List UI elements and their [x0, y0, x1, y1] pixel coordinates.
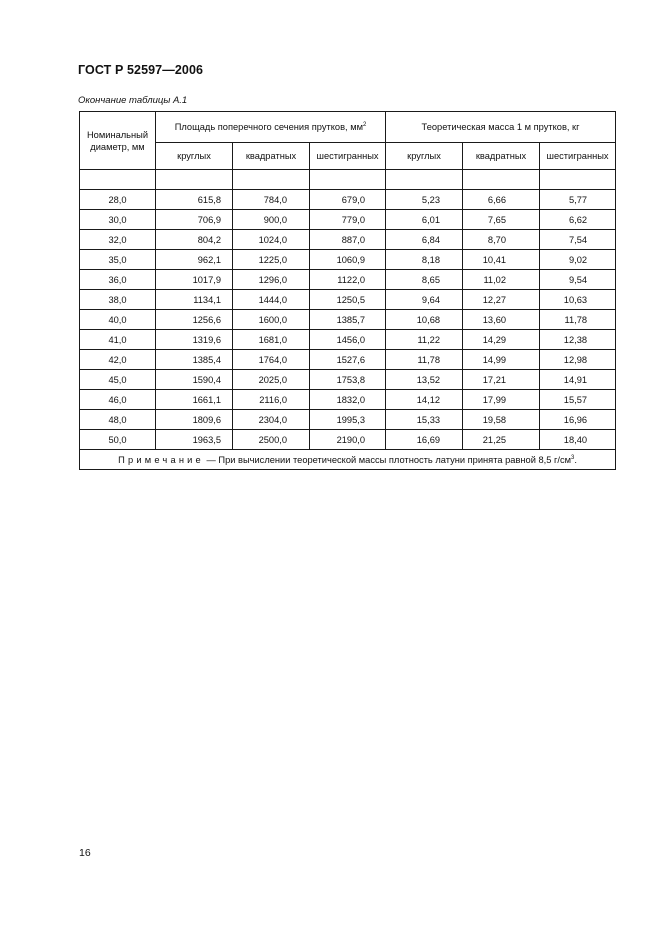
table-cell: 1385,7 [310, 310, 386, 330]
table-cell: 1017,9 [156, 270, 233, 290]
table-cell: 1444,0 [233, 290, 310, 310]
table-cell: 784,0 [233, 190, 310, 210]
table-row [80, 270, 616, 290]
table-cell: 28,0 [80, 190, 156, 210]
note-row [80, 450, 616, 470]
table-cell: 13,60 [463, 310, 540, 330]
table-cell: 17,21 [463, 370, 540, 390]
table-caption: Окончание таблицы А.1 [78, 95, 188, 106]
table-cell: 1809,6 [156, 410, 233, 430]
sub-header-1: квадратных [233, 143, 310, 170]
table-cell: 5,23 [386, 190, 463, 210]
table-cell: 48,0 [80, 410, 156, 430]
table-cell: 6,84 [386, 230, 463, 250]
table-cell: 35,0 [80, 250, 156, 270]
header-area-group [156, 112, 386, 143]
sub-header-2: шестигранных [310, 143, 386, 170]
sub-header-row [80, 143, 616, 170]
table-cell: 1122,0 [310, 270, 386, 290]
table-cell: 11,78 [540, 310, 616, 330]
table-cell: 46,0 [80, 390, 156, 410]
table-cell: 6,62 [540, 210, 616, 230]
table-cell: 50,0 [80, 430, 156, 450]
table-row [80, 430, 616, 450]
table-row [80, 330, 616, 350]
table-cell: 1764,0 [233, 350, 310, 370]
table-cell: 5,77 [540, 190, 616, 210]
table-cell: 9,02 [540, 250, 616, 270]
table-cell: 1456,0 [310, 330, 386, 350]
table-cell: 1296,0 [233, 270, 310, 290]
table-row [80, 210, 616, 230]
spacer-row [80, 170, 616, 190]
page-number: 16 [79, 847, 91, 859]
table-cell: 15,33 [386, 410, 463, 430]
table-cell: 706,9 [156, 210, 233, 230]
table-cell: 1024,0 [233, 230, 310, 250]
table-row [80, 390, 616, 410]
table-cell: 36,0 [80, 270, 156, 290]
table-cell: 8,70 [463, 230, 540, 250]
table-cell: 10,68 [386, 310, 463, 330]
table-cell: 14,99 [463, 350, 540, 370]
table-cell: 962,1 [156, 250, 233, 270]
table-cell: 19,58 [463, 410, 540, 430]
table-cell: 2500,0 [233, 430, 310, 450]
table-cell: 1385,4 [156, 350, 233, 370]
table-row [80, 410, 616, 430]
sub-header-5: шестигранных [540, 143, 616, 170]
table-cell: 615,8 [156, 190, 233, 210]
table-cell: 13,52 [386, 370, 463, 390]
table-cell: 1832,0 [310, 390, 386, 410]
table-cell: 10,41 [463, 250, 540, 270]
table-cell: 9,54 [540, 270, 616, 290]
sub-header-4: квадратных [463, 143, 540, 170]
table-cell: 11,02 [463, 270, 540, 290]
note-sup: 3 [571, 454, 575, 461]
table-cell: 804,2 [156, 230, 233, 250]
sub-header-3: круглых [386, 143, 463, 170]
spacer-cell [386, 170, 463, 190]
spacer-cell [310, 170, 386, 190]
table-cell: 21,25 [463, 430, 540, 450]
table-cell: 1590,4 [156, 370, 233, 390]
table-cell: 10,63 [540, 290, 616, 310]
table-cell: 38,0 [80, 290, 156, 310]
document-number: ГОСТ Р 52597—2006 [78, 63, 204, 77]
spacer-cell [540, 170, 616, 190]
table-cell: 15,57 [540, 390, 616, 410]
table-cell: 1753,8 [310, 370, 386, 390]
table-cell: 2116,0 [233, 390, 310, 410]
header-area-label: Площадь поперечного сечения прутков, мм [174, 122, 363, 132]
note-end: . [574, 454, 577, 465]
table-cell: 11,22 [386, 330, 463, 350]
table-cell: 17,99 [463, 390, 540, 410]
data-table [79, 111, 616, 470]
table-cell: 1527,6 [310, 350, 386, 370]
table-cell: 12,38 [540, 330, 616, 350]
table-cell: 1256,6 [156, 310, 233, 330]
table-body [80, 170, 616, 470]
table-cell: 11,78 [386, 350, 463, 370]
table-row [80, 350, 616, 370]
table-cell: 9,64 [386, 290, 463, 310]
note-text: — При вычислении теоретической массы плотность латуни принята равной 8,5 г/см [203, 454, 571, 465]
table-row [80, 310, 616, 330]
table-cell: 1963,5 [156, 430, 233, 450]
table-cell: 679,0 [310, 190, 386, 210]
table-cell: 41,0 [80, 330, 156, 350]
spacer-cell [233, 170, 310, 190]
table-cell: 16,96 [540, 410, 616, 430]
table-cell: 7,65 [463, 210, 540, 230]
table-cell: 2190,0 [310, 430, 386, 450]
table-cell: 16,69 [386, 430, 463, 450]
table-cell: 1995,3 [310, 410, 386, 430]
table-cell: 1661,1 [156, 390, 233, 410]
spacer-cell [80, 170, 156, 190]
header-area-sup: 2 [362, 122, 367, 128]
table-row [80, 190, 616, 210]
table-row [80, 230, 616, 250]
table-row [80, 370, 616, 390]
spacer-cell [156, 170, 233, 190]
table-cell: 12,27 [463, 290, 540, 310]
table-cell: 14,91 [540, 370, 616, 390]
table-cell: 45,0 [80, 370, 156, 390]
note-label: Примечание [118, 454, 204, 465]
table-cell: 1225,0 [233, 250, 310, 270]
spacer-cell [463, 170, 540, 190]
header-mass-group: Теоретическая масса 1 м прутков, кг [386, 112, 616, 143]
table-cell: 14,12 [386, 390, 463, 410]
table-cell: 6,66 [463, 190, 540, 210]
table-cell: 1600,0 [233, 310, 310, 330]
table-cell: 887,0 [310, 230, 386, 250]
table-cell: 32,0 [80, 230, 156, 250]
table-note [80, 450, 616, 470]
table-cell: 8,18 [386, 250, 463, 270]
table-cell: 6,01 [386, 210, 463, 230]
table-cell: 1319,6 [156, 330, 233, 350]
sub-header-0: круглых [156, 143, 233, 170]
table-cell: 7,54 [540, 230, 616, 250]
table-cell: 1681,0 [233, 330, 310, 350]
table-row [80, 250, 616, 270]
table-cell: 8,65 [386, 270, 463, 290]
header-diameter: Номинальный диаметр, мм [80, 112, 156, 170]
table-cell: 30,0 [80, 210, 156, 230]
table-cell: 40,0 [80, 310, 156, 330]
table-cell: 900,0 [233, 210, 310, 230]
table-cell: 2025,0 [233, 370, 310, 390]
table-cell: 42,0 [80, 350, 156, 370]
table-cell: 12,98 [540, 350, 616, 370]
table-cell: 1060,9 [310, 250, 386, 270]
table-row [80, 290, 616, 310]
table-cell: 1134,1 [156, 290, 233, 310]
table-cell: 14,29 [463, 330, 540, 350]
table-cell: 18,40 [540, 430, 616, 450]
table-cell: 2304,0 [233, 410, 310, 430]
table-cell: 1250,5 [310, 290, 386, 310]
table-cell: 779,0 [310, 210, 386, 230]
